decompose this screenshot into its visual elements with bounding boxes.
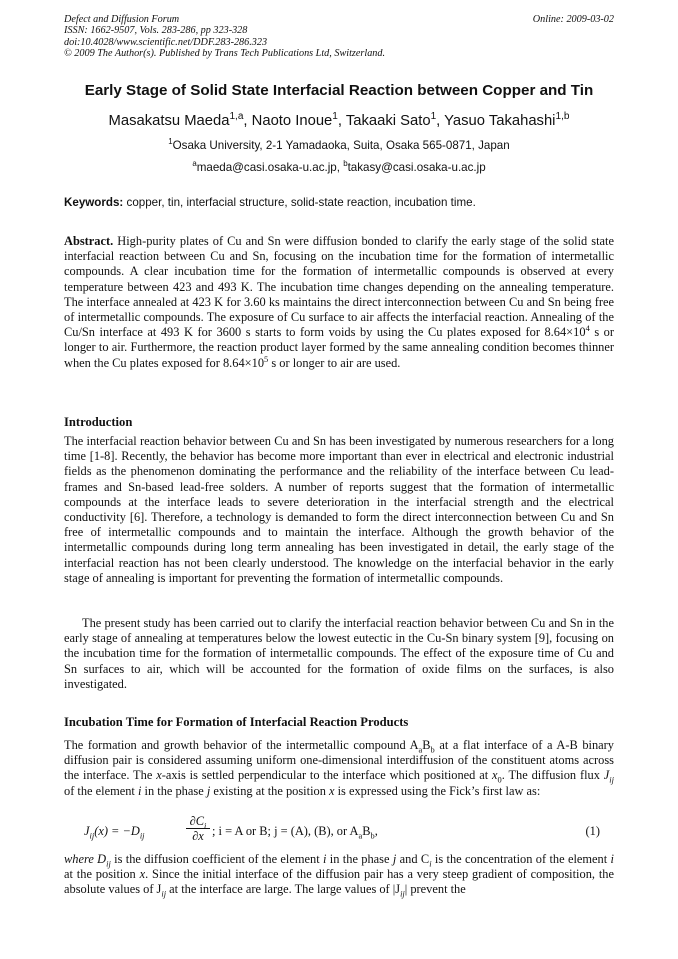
affiliation [20,139,658,152]
journal-header [64,14,385,60]
section-heading-incubation: Incubation Time for Formation of Interfacial Reaction Products [64,715,409,729]
email-a: maeda@casi.osaka-u.ac.jp [196,161,337,174]
equation-number: (1) [585,824,600,838]
email-b: takasy@casi.osaka-u.ac.jp [347,161,486,174]
incubation-paragraph-1: The formation and growth behavior of the intermetallic compound $A_aB_b$ at a flat interface of a A-B binary diffusion pair is considered assuming uniform one-dimensional interdiffusion of the constituent atoms across the interface. The x-axis is settled perpendicular to the interface which positioned at $x_0$. The diffusion flux $J_{ij}$ of the element i in the phase j existing at the position x is expressed using the Fick’s first law as: [64,738,614,798]
author-list: Masakatsu Maeda$^{1,a}$, Naoto Inoue$^1$, Takaaki Sato$^1$, Yasuo Takahashi$^{1,b}$ [108,111,570,129]
author-name: Naoto Inoue [251,113,333,129]
journal-name: Defect and Diffusion Forum [64,14,180,25]
emails: $^a$maeda@casi.osaka-u.ac.jp, $^b$takasy@casi.osaka-u.ac.jp [192,159,486,174]
intro-paragraph-2: The present study has been carried out to clarify the interfacial reaction behavior between Cu and Sn in the early stage of annealing at temperatures below the lowest eutectic in the Cu-Sn binary system [9], focusing on the incubation time for the formation of intermetallic compounds. The effect of the exposure time of Cu and Sn surfaces to air, which will be accounted for the formation of oxide films on the surfaces, is also investigated. [64,616,614,691]
author-aff: 1,a [229,111,244,123]
abstract-label: Abstract. [64,234,114,248]
abstract: Abstract. High-purity plates of Cu and Sn were diffusion bonded to clarify the early stage of the solid state interfacial reaction between Cu and Sn, focusing on the incubation time for the formation of intermetallic compounds. A clear incubation time for the formation of intermetallic compounds is observed at every temperature between 423 and 493 K. The incubation time changes depending on the annealing temperature. The interface annealed at 423 K for 3.60 ks maintains the direct interconnection between Cu and Sn being free of intermetallic compounds. The exposure of Cu surface to air affects the interfacial reaction. Annealing of the Cu/Sn interface at 493 K for 3600 s starts to form voids by using the Cu plates exposed for $8.64\times 10^4$ s or longer to air. Furthermore, the reaction product layer formed by the same annealing condition becomes thinner when the Cu plates exposed for $8.64\times 10^5$ s or longer to air are used. [64,234,614,370]
equation-lhs: $J_{ij}(x) = -D_{ij}$ [84,824,145,841]
incubation-paragraph-2: where $D_{ij}$ is the diffusion coefficient of the element i in the phase j and $C_i$ is the concentration of the element i at the position x. Since the initial interface of the diffusion pair has a very steep gradient of composition, the absolute values of $J_{ij}$ at the interface are large. The large values of $|J_{ij}|$ prevent the [64,852,614,899]
equation-conditions: ; i = A or B; j = (A), (B), or $A_aB_b$, [212,824,378,841]
keywords-text: copper, tin, interfacial structure, solid-state reaction, incubation time. [126,196,476,209]
section-heading-introduction: Introduction [64,415,133,429]
paper-title: Early Stage of Solid State Interfacial Reaction between Copper and Tin [84,82,594,99]
affiliation-mark: 1 [168,137,173,147]
copyright-line: © 2009 The Author(s). Published by Trans Tech Publications Ltd, Switzerland. [64,48,386,60]
author-aff: 1 [430,111,437,123]
doi-line: doi:10.4028/www.scientific.net/DDF.283-286.323 [64,36,268,48]
equation-fraction: $\partial C_i$ ∂x [186,814,210,844]
author-name: Masakatsu Maeda [108,113,230,129]
equation-1 [64,814,614,850]
keywords [64,196,476,209]
author-name: Takaaki Sato [345,113,431,129]
issn-line: ISSN: 1662-9507, Vols. 283-286, pp 323-328 [64,25,248,37]
intro-paragraph-1: The interfacial reaction behavior between Cu and Sn has been investigated by numerous researchers for a long time [1-8]. Recently, the behavior has become more important than ever in electrical and electronic industrial fields as the phenomenon dominating the performance and the reliability of the interface between Cu lead-frames and Sn-based lead-free solders. A number of reports suggest that the formation of intermetallic compounds at the interface leads to severe deterioration in the interfacial strength and the electrical conductivity [6]. Therefore, a technology is demanded to form the direct interconnection between Cu and Sn free of intermetallic compounds and to maintain the interface. Although the growth behavior of the intermetallic compounds during long term annealing has been investigated in detail, the early stage of the interfacial reaction has not been clearly understood. The knowledge on the interfacial behavior in the early stage of annealing is important for preventing the formation of intermetallic compounds. [64,434,614,585]
author-name: Yasuo Takahashi [444,113,556,129]
keywords-label: Keywords: [64,196,124,209]
affiliation-text: Osaka University, 2-1 Yamadaoka, Suita, Osaka 565-0871, Japan [172,139,510,152]
author-aff: 1 [332,111,338,123]
online-date: Online: 2009-03-02 [532,14,614,25]
author-aff: 1,b [555,111,570,123]
